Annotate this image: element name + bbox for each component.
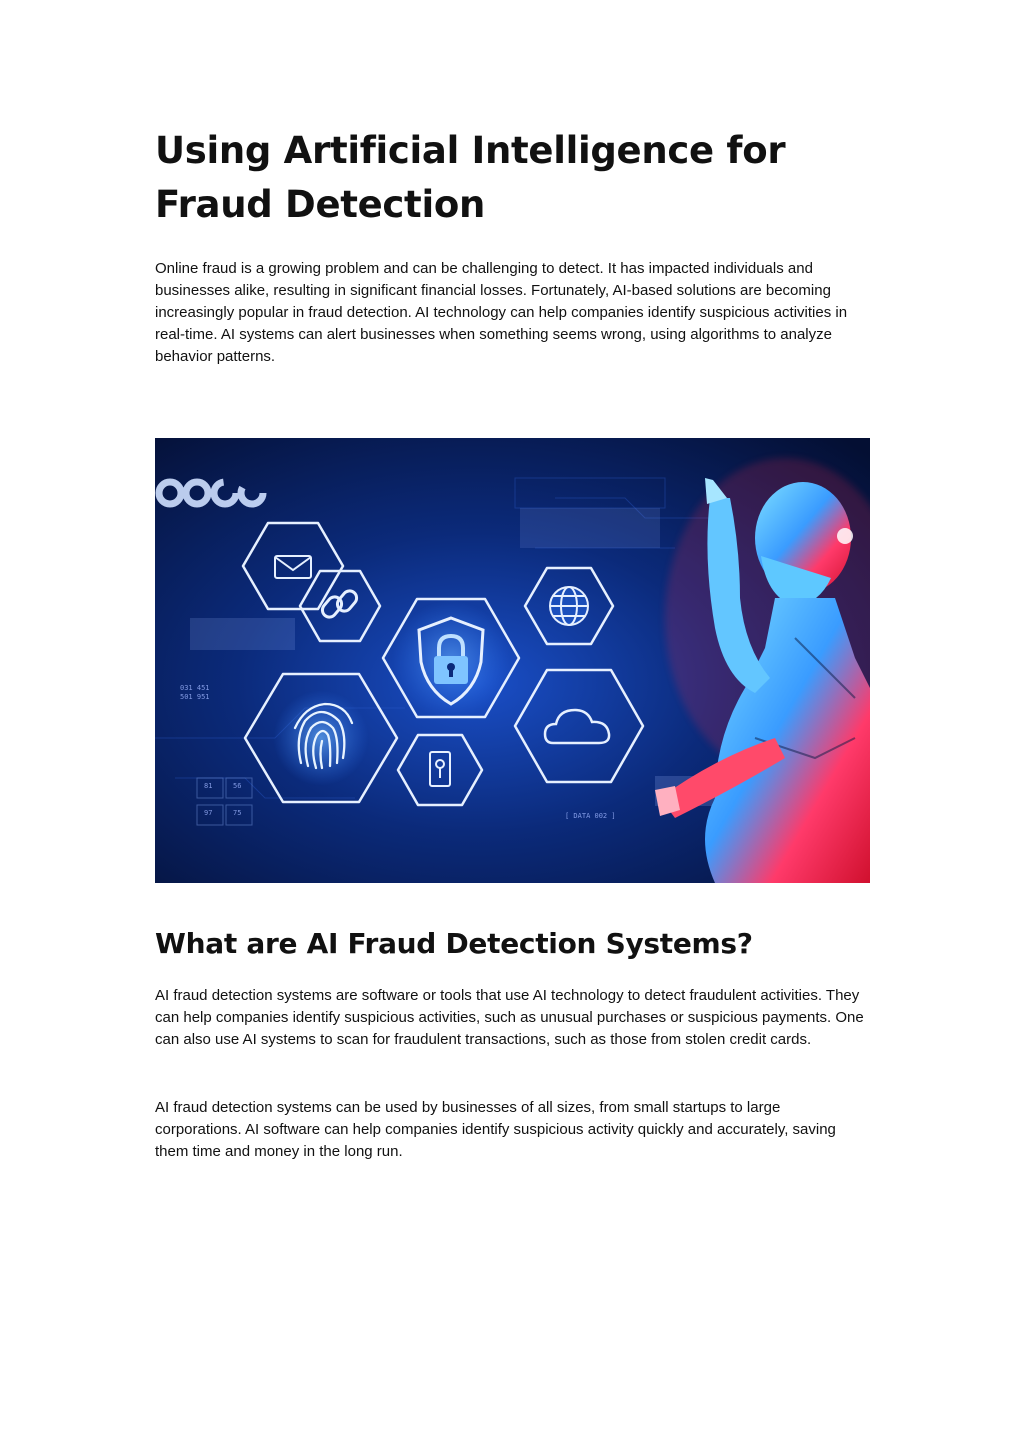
- overlay-grid-d: 75: [233, 809, 242, 817]
- overlay-grid-a: 81: [204, 782, 213, 790]
- section-heading: What are AI Fraud Detection Systems?: [155, 927, 753, 960]
- hero-image: [155, 438, 870, 883]
- section-paragraph-1: AI fraud detection systems are software or tools that use AI technology to detect fraudulent activities. They can help companies identify suspicious activities, such as unusual purchases or suspicious payments. One can also use AI systems to scan for fraudulent transactions, such as those from stolen credit cards.: [155, 987, 864, 1048]
- overlay-grid-b: 56: [233, 782, 242, 790]
- overlay-number-b: 501 951: [180, 693, 210, 701]
- intro-paragraph: Online fraud is a growing problem and can be challenging to detect. It has impacted individuals and businesses alike, resulting in significant financial losses. Fortunately, AI-based solutions are becoming increasingly popular in fraud detection. AI technology can help companies identify suspicious activities in real-time. AI systems can alert businesses when something seems wrong, using algorithms to analyze behavior patterns.: [155, 260, 848, 365]
- overlay-number-a: 031 451: [180, 684, 210, 692]
- overlay-grid-c: 97: [204, 809, 213, 817]
- overlay-data-label: [ DATA 002 ]: [565, 812, 616, 820]
- globe-icon: [550, 587, 588, 625]
- article-title: Using Artificial Intelligence for Fraud Detection: [155, 129, 786, 226]
- section-paragraph-2: AI fraud detection systems can be used by businesses of all sizes, from small startups to large corporations. AI software can help companies identify suspicious activity quickly and accurately, saving them time and money in the long run.: [155, 1099, 836, 1160]
